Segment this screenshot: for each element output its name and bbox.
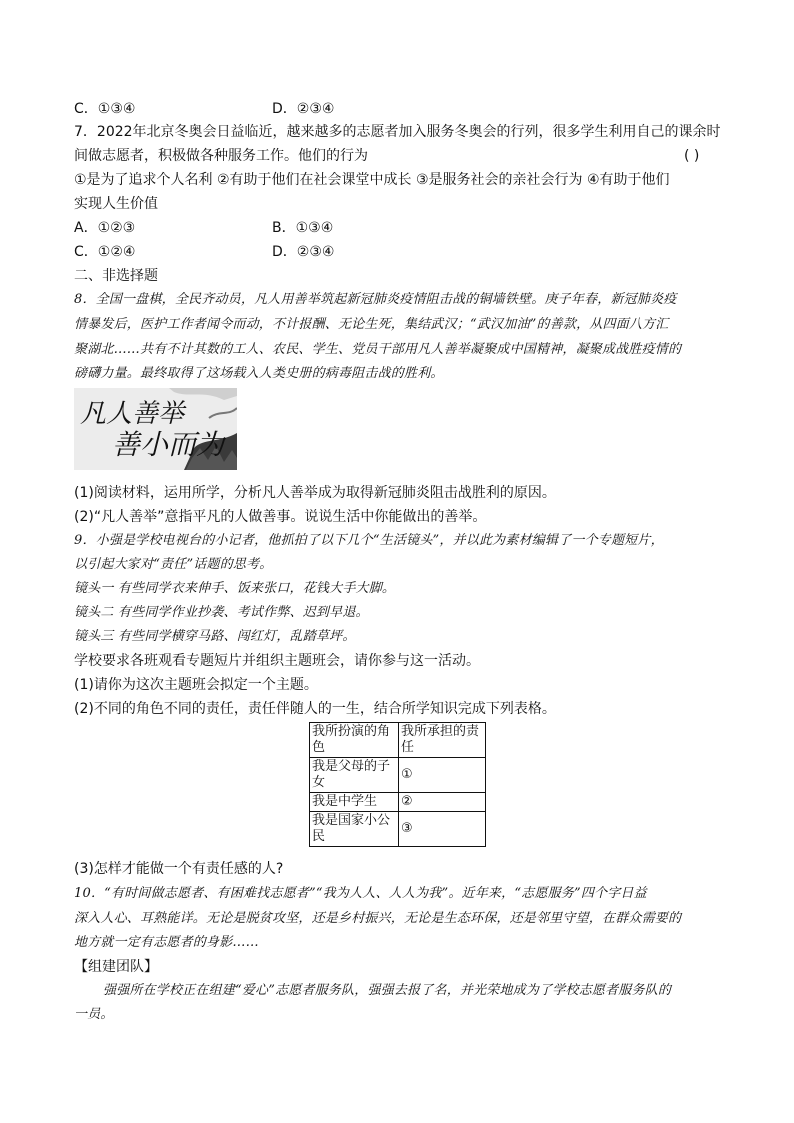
q10-line2: 深入人心、耳熟能详。无论是脱贫攻坚，还是乡村振兴，无论是生态环保，还是邻里守望，在群众需要的 <box>74 911 682 926</box>
q7-option-c: C．①②④ <box>74 244 136 260</box>
q6-option-c: C．①③④ <box>74 101 136 117</box>
q10-section-label: 【组建团队】 <box>74 959 158 975</box>
table-cell-role: 我是父母的子女 <box>310 758 399 793</box>
q7-stem-text: 间做志愿者，积极做各种服务工作。他们的行为 <box>74 148 368 164</box>
calligraphy-artwork <box>74 388 237 470</box>
q8-question1: (1)阅读材料，运用所学，分析凡人善举成为取得新冠肺炎阻击战胜利的原因。 <box>74 485 556 501</box>
table-cell-answer-blank[interactable]: ① <box>399 758 486 793</box>
q10-line1: 10．“有时间做志愿者、有困难找志愿者”“我为人人、人人为我”。近年来，“志愿服务”四个字日益 <box>74 886 647 901</box>
section2-heading: 二、非选择题 <box>74 268 158 284</box>
q10-paragraph-line1: 强强所在学校正在组建“爱心”志愿者服务队，强强去报了名，并光荣地成为了学校志愿者服务队的 <box>103 983 672 998</box>
q7-option-b: B．①③④ <box>272 220 334 236</box>
q10-paragraph-line2: 一员。 <box>74 1007 114 1022</box>
table-cell-answer-blank[interactable]: ② <box>399 793 486 812</box>
calligraphy-text-line1: 凡人善举 <box>80 399 185 429</box>
table-header-row <box>310 723 486 758</box>
q7-choices-line2: 实现人生价值 <box>74 196 158 212</box>
q7-choices-line1: ①是为了追求个人名利 ②有助于他们在社会课堂中成长 ③是服务社会的亲社会行为 ④有助于他们 <box>74 172 670 188</box>
table-header-responsibility: 我所承担的责任 <box>399 723 486 758</box>
q7-options-row1 <box>74 220 334 236</box>
q7-stem-line1: 7．2022年北京冬奥会日益临近，越来越多的志愿者加入服务冬奥会的行列，很多学生利用自己的课余时 <box>74 124 721 140</box>
responsibility-table <box>309 722 486 847</box>
calligraphy-text-line2: 善小而为 <box>112 428 225 461</box>
q10-line3: 地方就一定有志愿者的身影…… <box>74 935 259 950</box>
table-header-role: 我所扮演的角色 <box>310 723 399 758</box>
calligraphy-image <box>74 388 237 470</box>
table-cell-answer-blank[interactable]: ③ <box>399 812 486 847</box>
q9-question3: (3)怎样才能做一个有责任感的人? <box>74 861 284 877</box>
q6-option-row <box>74 101 335 117</box>
q8-material-line3: 聚湖北……共有不计其数的工人、农民、学生、党员干部用凡人善举凝聚成中国精神，凝聚成战胜疫情的 <box>74 342 682 357</box>
q9-shot2: 镜头二 有些同学作业抄袭、考试作弊、迟到早退。 <box>74 605 369 620</box>
table-row <box>310 812 486 847</box>
q8-question2: (2)“凡人善举”意指平凡的人做善事。说说生活中你能做出的善举。 <box>74 509 487 525</box>
q7-option-d: D．②③④ <box>272 244 335 260</box>
q9-task: 学校要求各班观看专题短片并组织主题班会，请你参与这一活动。 <box>74 653 480 669</box>
q9-question1: (1)请你为这次主题班会拟定一个主题。 <box>74 677 318 693</box>
q9-question2: (2)不同的角色不同的责任，责任伴随人的一生，结合所学知识完成下列表格。 <box>74 701 556 717</box>
q9-shot3: 镜头三 有些同学横穿马路、闯红灯，乱踏草坪。 <box>74 629 356 644</box>
table-row <box>310 793 486 812</box>
table-cell-role: 我是中学生 <box>310 793 399 812</box>
q7-answer-paren: ( ) <box>684 148 700 164</box>
q9-shot1: 镜头一 有些同学衣来伸手、饭来张口，花钱大手大脚。 <box>74 581 396 596</box>
q7-options-row2 <box>74 244 335 260</box>
q8-material-line4: 磅礴力量。最终取得了这场载入人类史册的病毒阻击战的胜利。 <box>74 366 444 381</box>
q6-option-d: D．②③④ <box>272 101 335 117</box>
q9-intro-line2: 以引起大家对“责任”话题的思考。 <box>74 557 273 572</box>
table-row <box>310 758 486 793</box>
q8-material-line2: 情暴发后，医护工作者闻令而动，不计报酬、无论生死，集结武汉；“武汉加油”的善款，从四面八方汇 <box>74 317 669 332</box>
q7-option-a: A．①②③ <box>74 220 136 236</box>
q9-intro-line1: 9．小强是学校电视台的小记者，他抓拍了以下几个“生活镜头”，并以此为素材编辑了一个专题短片， <box>74 533 664 548</box>
q7-stem-line2 <box>74 148 724 164</box>
q8-material-line1: 8．全国一盘棋，全民齐动员，凡人用善举筑起新冠肺炎疫情阻击战的铜墙铁壁。庚子年春，新冠肺炎疫 <box>74 292 677 307</box>
table-cell-role: 我是国家小公民 <box>310 812 399 847</box>
